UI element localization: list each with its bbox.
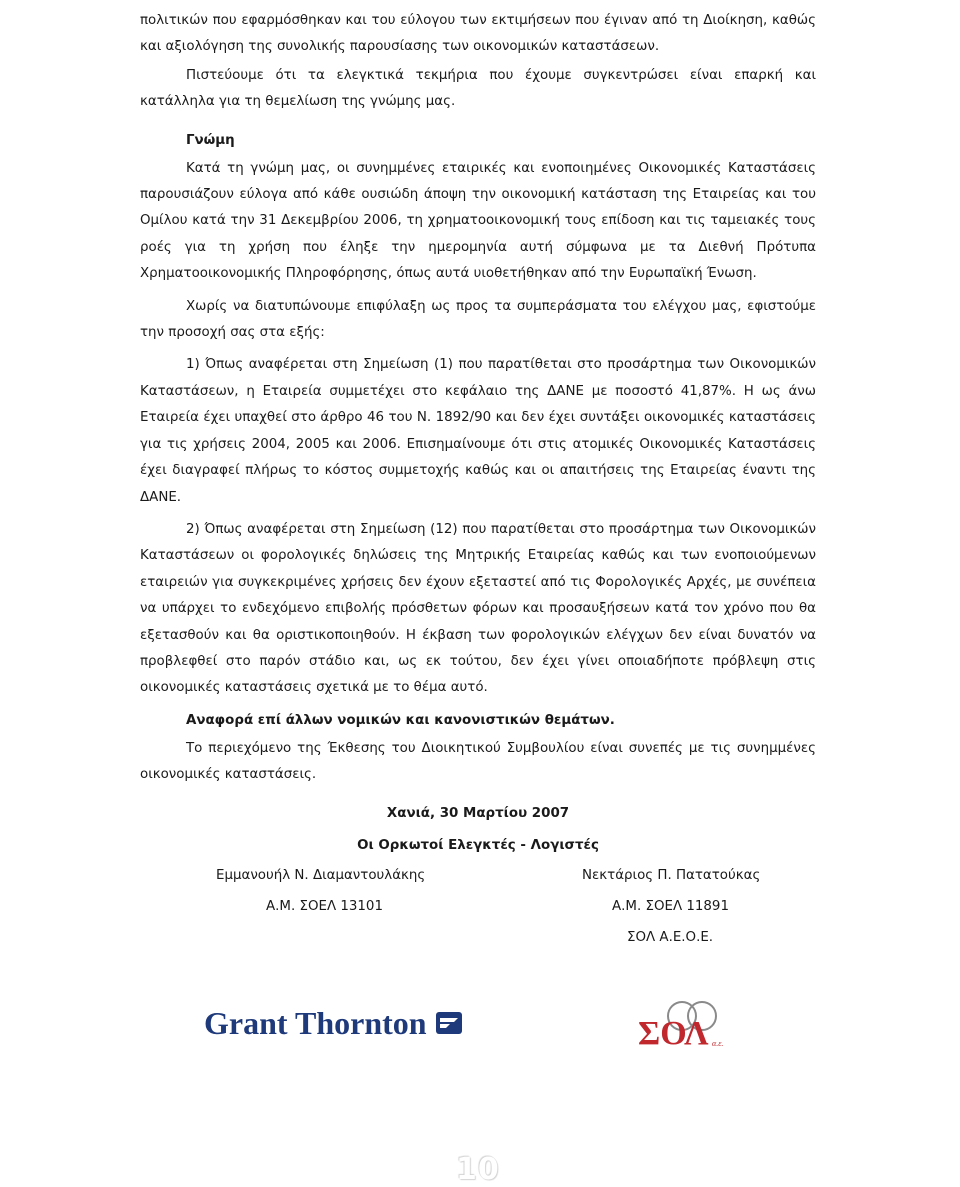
- sol-logo-suffix: α.ε.: [712, 1039, 724, 1048]
- signature-reg-row: [140, 894, 816, 925]
- opinion-heading: Γνώμη: [186, 132, 235, 148]
- paragraph-evaluation: πολιτικών που εφαρμόσθηκαν και του εύλογου των εκτιμήσεων που έγιναν από τη Διοίκηση, καθώς και αξιολόγηση της συνολικής παρουσίασης των οικονομικών καταστάσεων.: [140, 13, 816, 55]
- paragraph-emphasis-1: 1) Όπως αναφέρεται στη Σημείωση (1) που παρατίθεται στο προσάρτημα των Οικονομικών Καταστάσεων, η Εταιρεία συμμετέχει στο κεφάλαιο της ΔΑΝΕ με ποσοστό 41,87%. Η ως άνω Εταιρεία έχει υπαχθεί στο άρθρο 46 του Ν. 1892/90 και δεν έχει συντάξει οικονομικές καταστάσεις για τις χρήσεις 2004, 2005 και 2006. Επισημαίνουμε ότι στις ατομικές Οικονομικές Καταστάσεις έχει διαγραφεί πλήρως το κόστος συμμετοχής καθώς και οι απαιτήσεις της Εταιρείας έναντι της ΔΑΝΕ.: [140, 357, 816, 505]
- auditor2-registration: Α.Μ. ΣΟΕΛ 11891: [612, 898, 729, 914]
- page-number: 10: [456, 1152, 500, 1187]
- grant-thornton-mark-icon: [436, 1012, 462, 1034]
- paragraph-opinion: Κατά τη γνώμη μας, οι συνημμένες εταιρικές και ενοποιημένες Οικονομικές Καταστάσεις παρουσιάζουν εύλογα από κάθε ουσιώδη άποψη την οικονομική κατάσταση της Εταιρείας και του Ομίλου κατά την 31 Δεκεμβρίου 2006, τη χρηματοοικονομική τους επίδοση και τις ταμειακές τους ροές για τη χρήση που έληξε την ημερομηνία αυτή σύμφωνα με τα Διεθνή Πρότυπα Χρηματοοικονομικής Πληροφόρησης, όπως αυτά υιοθετήθηκαν από την Ευρωπαϊκή Ένωση.: [140, 160, 816, 282]
- grant-thornton-logo: [204, 1004, 466, 1048]
- auditor1-registration: Α.Μ. ΣΟΕΛ 13101: [266, 898, 383, 914]
- paragraph-board-report: Το περιεχόμενο της Έκθεσης του Διοικητικού Συμβουλίου είναι συνεπές με τις συνημμένες οικονομικές καταστάσεις.: [140, 740, 816, 783]
- auditor1-name: Εμμανουήλ Ν. Διαμαντουλάκης: [216, 867, 426, 883]
- sol-logo-text: ΣΟΛ: [638, 1015, 709, 1050]
- place-date: Χανιά, 30 Μαρτίου 2007: [386, 805, 570, 821]
- auditor2-firm: ΣΟΛ Α.Ε.Ο.Ε.: [627, 929, 714, 945]
- paragraph-emphasis-2: 2) Όπως αναφέρεται στη Σημείωση (12) που παρατίθεται στο προσάρτημα των Οικονομικών Καταστάσεων οι φορολογικές δηλώσεις της Μητρικής Εταιρείας καθώς και των ενοποιούμενων εταιρειών για συγκεκριμένες χρήσεις δεν έχουν εξεταστεί από τις Φορολογικές Αρχές, με συνέπεια να υπάρχει το ενδεχόμενο επιβολής πρόσθετων φόρων και προσαυξήσεων κατά τον χρόνο που θα εξετασθούν και θα οριστικοποιηθούν. Η έκβαση των φορολογικών ελέγχων δεν είναι δυνατόν να προβλεφθεί στο παρόν στάδιο και, ως εκ τούτου, δεν έχει γίνει οποιαδήποτε πρόβλεψη στις οικονομικές καταστάσεις σχετικά με το θέμα αυτό.: [140, 521, 816, 696]
- auditors-title: Οι Ορκωτοί Ελεγκτές - Λογιστές: [357, 837, 599, 853]
- sol-logo: [636, 998, 728, 1054]
- paragraph-emphasis-intro: Χωρίς να διατυπώνουμε επιφύλαξη ως προς τα συμπεράσματα του ελέγχου μας, εφιστούμε την προσοχή σας στα εξής:: [140, 298, 816, 341]
- signature-firm-row: [140, 925, 816, 956]
- signature-names-row: [140, 863, 816, 894]
- auditor2-name: Νεκτάριος Π. Πατατούκας: [582, 867, 761, 883]
- paragraph-evidence: Πιστεύουμε ότι τα ελεγκτικά τεκμήρια που έχουμε συγκεντρώσει είναι επαρκή και κατάλληλα για τη θεμελίωση της γνώμης μας.: [140, 67, 816, 110]
- grant-thornton-logo-text: Grant Thornton: [204, 1005, 427, 1041]
- legal-matters-heading: Αναφορά επί άλλων νομικών και κανονιστικών θεμάτων.: [186, 712, 615, 728]
- report-body: [140, 8, 816, 956]
